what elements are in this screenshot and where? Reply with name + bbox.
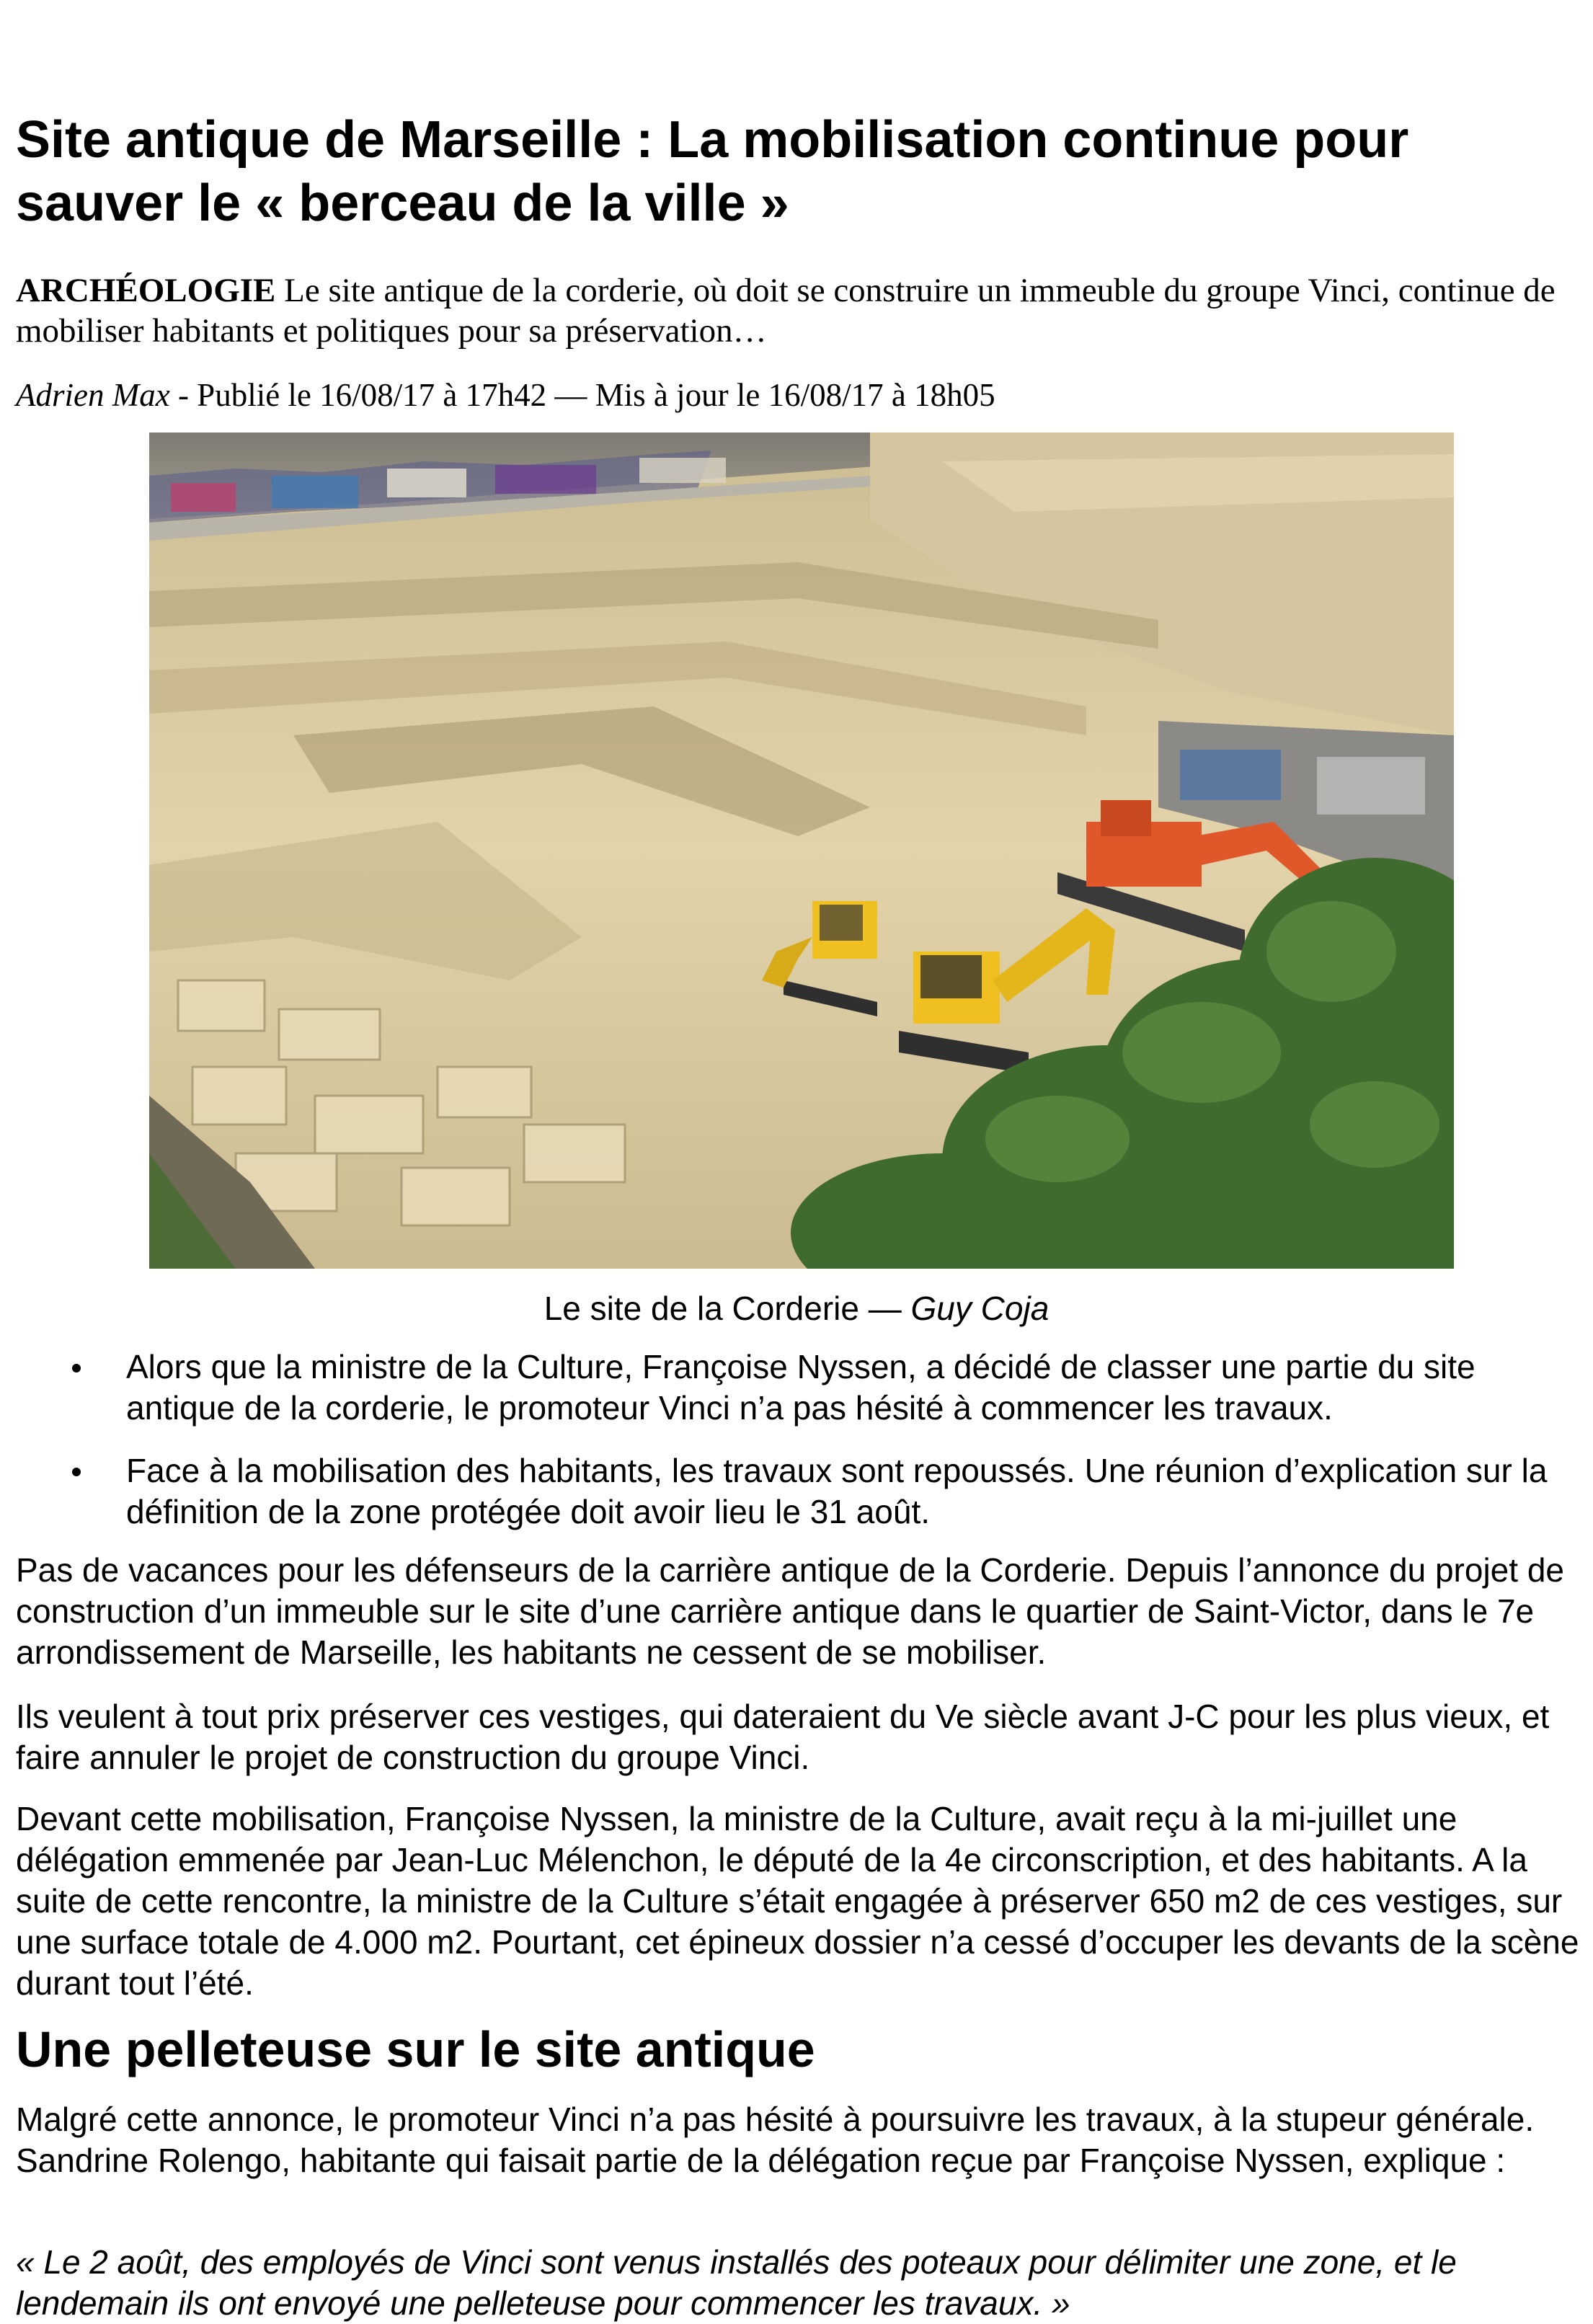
bullet-icon <box>72 1468 81 1476</box>
byline <box>16 373 1573 417</box>
bullet-icon <box>72 1364 81 1372</box>
quote: « Le 2 août, des employés de Vinci sont venus installés des poteaux pour délimiter une zone, et le lendemain ils ont envoyé une pelleteuse pour commencer les travaux. » <box>16 2243 1457 2322</box>
list-item <box>16 1450 1580 1533</box>
lead-text: Le site antique de la corderie, où doit se construire un immeuble du groupe Vinci, continue de mobiliser habitants et politiques pour sa préservation… <box>16 272 1556 350</box>
section-heading: Une pelleteuse sur le site antique <box>16 2021 815 2077</box>
summary-bullets <box>16 1347 1580 1554</box>
author-name[interactable]: Adrien Max <box>16 377 170 413</box>
photo-caption <box>0 1287 1593 1330</box>
article-photo <box>149 433 1454 1269</box>
caption-text: Le site de la Corderie — <box>543 1290 911 1327</box>
publish-dates: - Publié le 16/08/17 à 17h42 — Mis à jour le 16/08/17 à 18h05 <box>169 377 995 413</box>
article-lead <box>16 270 1573 351</box>
article-title: Site antique de Marseille : La mobilisation continue pour sauver le « berceau de la ville » <box>16 111 1409 232</box>
paragraph: Ils veulent à tout prix préserver ces vestiges, qui dateraient du Ve siècle avant J-C pour les plus vieux, et faire annuler le projet de construction du groupe Vinci. <box>16 1698 1550 1776</box>
bullet-text: Face à la mobilisation des habitants, les travaux sont repoussés. Une réunion d’explication sur la définition de la zone protégée doit avoir lieu le 31 août. <box>126 1452 1548 1530</box>
paragraph: Pas de vacances pour les défenseurs de la carrière antique de la Corderie. Depuis l’annonce du projet de construction d’un immeuble sur le site d’une carrière antique dans le quartier de Saint-Victor, dans le 7e arrondissement de Marseille, les habitants ne cessent de se mobiliser. <box>16 1551 1564 1671</box>
photo-credit: Guy Coja <box>910 1290 1050 1327</box>
article-kicker: ARCHÉOLOGIE <box>16 272 276 309</box>
paragraph: Malgré cette annonce, le promoteur Vinci n’a pas hésité à poursuivre les travaux, à la stupeur générale. Sandrine Rolengo, habitante qui faisait partie de la délégation reçue par Françoise Nyssen, explique : <box>16 2101 1535 2179</box>
paragraph: Devant cette mobilisation, Françoise Nyssen, la ministre de la Culture, avait reçu à la mi-juillet une délégation emmenée par Jean-Luc Mélenchon, le député de la 4e circonscription, et des habitants. A la suite de cette rencontre, la ministre de la Culture s’était engagée à préserver 650 m2 de ces vestiges, sur une surface totale de 4.000 m2. Pourtant, cet épineux dossier n’a cessé d’occuper les devants de la scène durant tout l’été. <box>16 1800 1579 2002</box>
list-item <box>16 1347 1580 1429</box>
bullet-text: Alors que la ministre de la Culture, Françoise Nyssen, a décidé de classer une partie du site antique de la corderie, le promoteur Vinci n’a pas hésité à commencer les travaux. <box>126 1348 1476 1427</box>
